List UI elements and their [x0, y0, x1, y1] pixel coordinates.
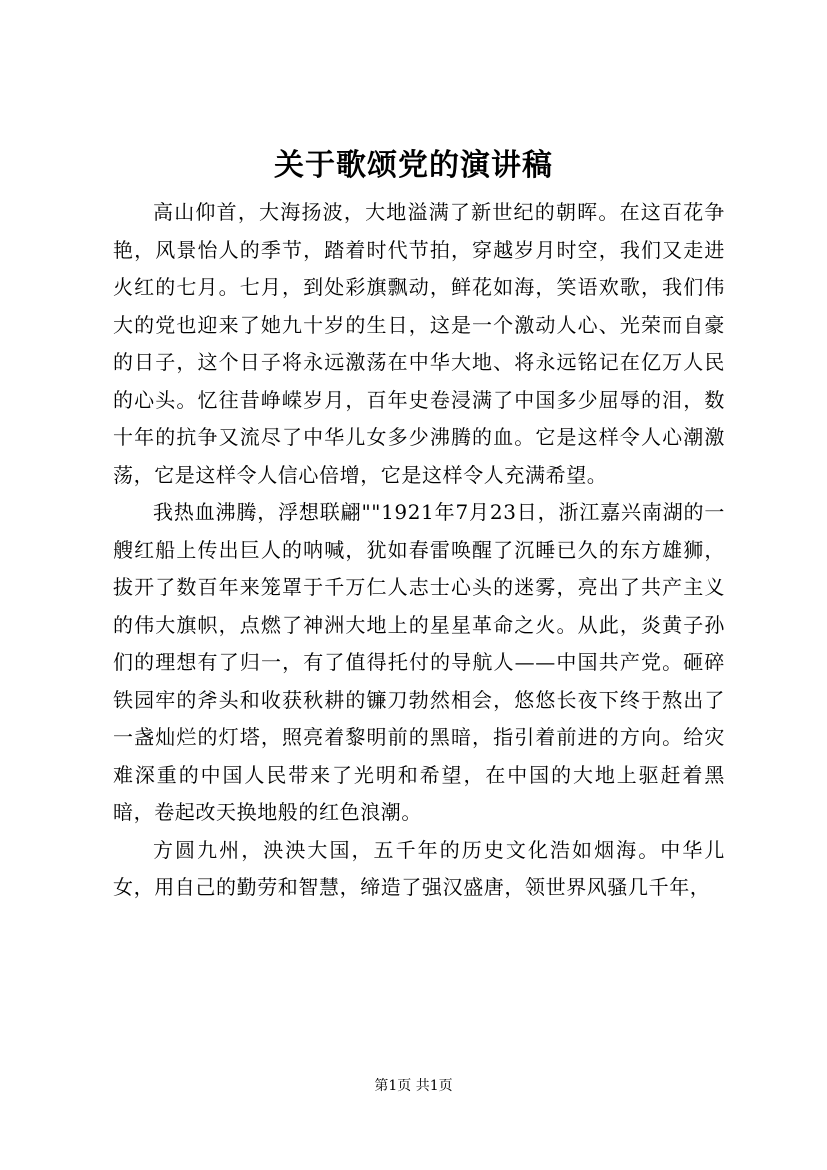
- page-footer: 第1页 共1页: [374, 1078, 453, 1094]
- document-title: 关于歌颂党的演讲稿: [274, 148, 553, 183]
- document-body: [113, 194, 725, 907]
- paragraph-2: 我热血沸腾，浮想联翩""1921年7月23日，浙江嘉兴南湖的一艘红船上传出巨人的呐喊，犹如春雷唤醒了沉睡已久的东方雄狮，拔开了数百年来笼罩于千万仁人志士心头的迷雾，亮出了共产主义的伟大旗帜，点燃了神洲大地上的星星革命之火。从此，炎黄子孙们的理想有了归一，有了值得托付的导航人——中国共产党。砸碎铁园牢的斧头和收获秋耕的镰刀勃然相会，悠悠长夜下终于熬出了一盏灿烂的灯塔，照亮着黎明前的黑暗，指引着前进的方向。给灾难深重的中国人民带来了光明和希望，在中国的大地上驱赶着黑暗，卷起改天换地般的红色浪潮。: [113, 500, 725, 824]
- paragraph-1: 高山仰首，大海扬波，大地溢满了新世纪的朝晖。在这百花争艳，风景怡人的季节，踏着时代节拍，穿越岁月时空，我们又走进火红的七月。七月，到处彩旗飘动，鲜花如海，笑语欢歌，我们伟大的党也迎来了她九十岁的生日，这是一个激动人心、光荣而自豪的日子，这个日子将永远激荡在中华大地、将永远铭记在亿万人民的心头。忆往昔峥嵘岁月，百年史卷浸满了中国多少屈辱的泪，数十年的抗争又流尽了中华儿女多少沸腾的血。它是这样令人心潮激荡，它是这样令人信心倍增，它是这样令人充满希望。: [113, 200, 725, 487]
- paragraph-3: 方圆九州，泱泱大国，五千年的历史文化浩如烟海。中华儿女，用自己的勤劳和智慧，缔造了强汉盛唐，领世界风骚几千年，: [113, 837, 725, 899]
